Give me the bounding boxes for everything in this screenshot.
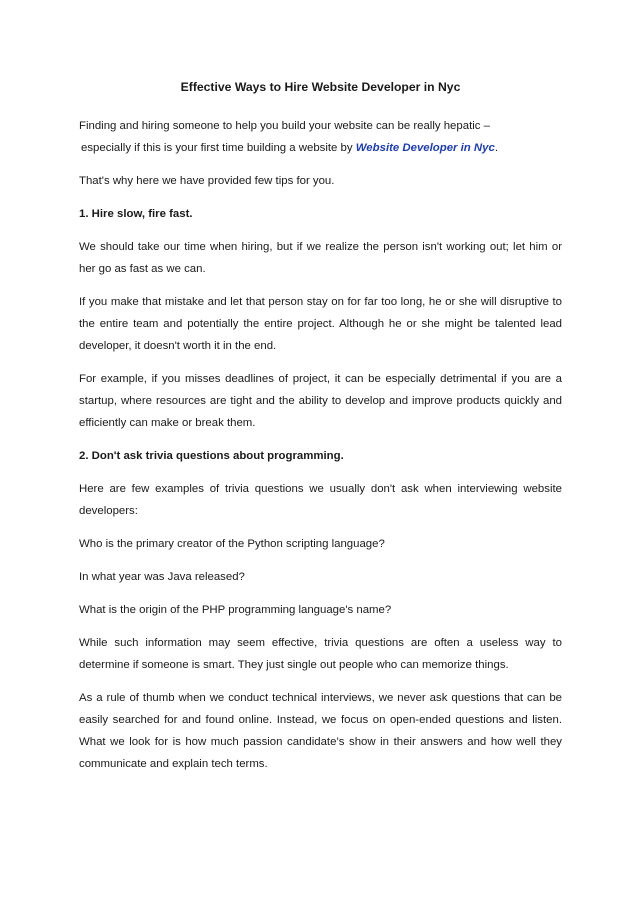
intro-line-2-text: especially if this is your first time building a website by — [81, 142, 356, 154]
trivia-question-2: In what year was Java released? — [79, 571, 245, 583]
section-1-heading: 1. Hire slow, fire fast. — [79, 208, 193, 220]
intro-paragraph — [79, 115, 562, 159]
section-2-paragraph-3: As a rule of thumb when we conduct technical interviews, we never ask questions that can be easily searched for and found online. Instead, we focus on open-ended questions and listen. What we look for is how much passion candidate’s show in their answers and how well they communicate and explain tech terms. — [79, 692, 562, 770]
document-title: Effective Ways to Hire Website Developer in Nyc — [180, 80, 461, 94]
tips-paragraph: That's why here we have provided few tips for you. — [79, 175, 335, 187]
section-2-paragraph-2: While such information may seem effective, trivia questions are often a useless way to determine if someone is smart. They just single out people who can memorize things. — [79, 637, 562, 671]
trivia-question-3: What is the origin of the PHP programming language's name? — [79, 604, 392, 616]
trivia-question-1: Who is the primary creator of the Python scripting language? — [79, 538, 385, 550]
website-developer-link[interactable]: Website Developer in Nyc — [355, 142, 495, 154]
document-body — [79, 78, 562, 786]
section-1-paragraph-2: If you make that mistake and let that person stay on for far too long, he or she will disruptive to the entire team and potentially the entire project. Although he or she might be talented lead developer, it doesn't worth it in the end. — [79, 296, 562, 352]
section-2-heading: 2. Don't ask trivia questions about programming. — [79, 450, 344, 462]
intro-line-2 — [79, 137, 562, 159]
section-1-paragraph-1: We should take our time when hiring, but if we realize the person isn't working out; let him or her go as fast as we can. — [79, 241, 562, 275]
intro-line-2-end: . — [494, 142, 498, 154]
section-2-paragraph-1: Here are few examples of trivia questions we usually don't ask when interviewing website developers: — [79, 483, 562, 517]
section-1-paragraph-3: For example, if you misses deadlines of project, it can be especially detrimental if you are a startup, where resources are tight and the ability to develop and improve products quickly and efficiently can make or break them. — [79, 373, 562, 429]
intro-line-1: Finding and hiring someone to help you build your website can be really hepatic – — [79, 120, 490, 132]
